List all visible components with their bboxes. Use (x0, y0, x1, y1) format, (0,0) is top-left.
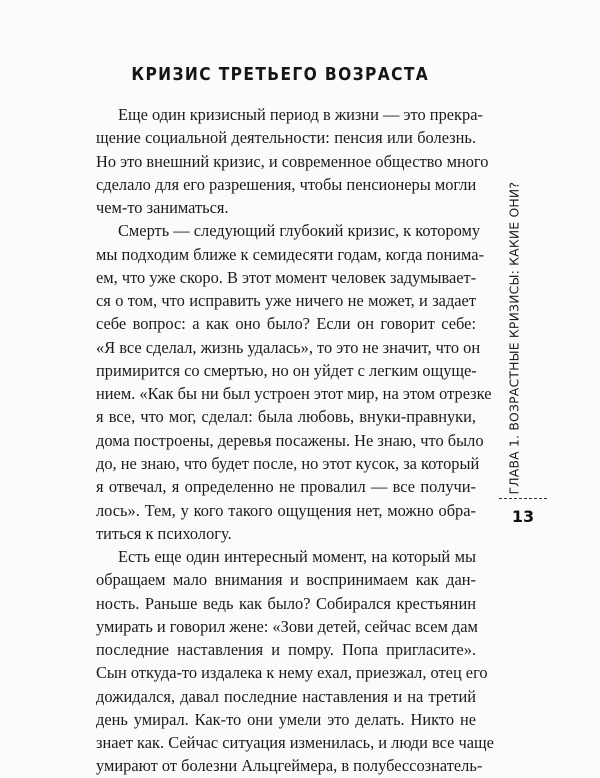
chapter-running-header (500, 181, 528, 495)
text-line: Смерть — следующий глубокий кризис, к которому (118, 221, 481, 241)
text-line: дожидался, давал последние наставления и на третий (96, 686, 476, 706)
text-line: Сын откуда-то издалека к нему ехал, приезжал, отец его (96, 663, 488, 683)
text-line: я отвечал, я определенно не провалил — все получи- (96, 477, 476, 497)
text-line: щение социальной деятельности: пенсия или болезнь. (96, 128, 476, 148)
text-line: примирится со смертью, но он уйдет с легким ощуще- (96, 360, 477, 380)
text-line: нием. «Как бы ни был устроен этот мир, на этом отрезке (96, 384, 492, 404)
text-line: день умирал. Как-то они умели это делать. Никто не (96, 709, 476, 729)
text-line: знает как. Сейчас ситуация изменилась, и люди все чаще (96, 733, 494, 753)
text-line: до, не знаю, что будет после, но этот кусок, за который (96, 453, 480, 473)
text-line: Еще один кризисный период в жизни — это прекра- (118, 105, 483, 124)
text-line: ем, что уже скоро. В этот момент человек задумывает- (96, 267, 477, 287)
text-line: титься к психологу. (96, 523, 232, 543)
text-line: «Я все сделал, жизнь удалась», то это не значит, что он (96, 337, 481, 357)
text-line: сделало для его разрешения, чтобы пенсионеры могли (96, 174, 477, 194)
text-line: последние наставления и помру. Попа пригласите». (96, 640, 476, 660)
text-line: ность. Раньше ведь как было? Собирался крестьянин (96, 593, 476, 613)
text-line: себе вопрос: а как оно было? Если он говорит себе: (96, 314, 476, 334)
chapter-title: ГЛАВА 1. ВОЗРАСТНЫЕ КРИЗИСЫ: КАКИЕ ОНИ? (506, 181, 522, 495)
text-line: Но это внешний кризис, и современное общество много (96, 151, 489, 171)
dashed-divider (499, 498, 547, 499)
body-text (96, 103, 494, 778)
text-line: умирать и говорил жене: «Зови детей, сейчас всем дам (96, 616, 478, 636)
text-line: обращаем мало внимания и воспринимаем как дан- (96, 570, 476, 590)
text-line: Есть еще один интересный момент, на который мы (118, 547, 476, 567)
text-line: мы подходим ближе к семидесяти годам, когда понима- (96, 244, 485, 264)
text-line: лось». Тем, у кого такого ощущения нет, можно обра- (96, 500, 476, 520)
text-line: умирают от болезни Альцгеймера, в полубессознатель- (96, 756, 483, 776)
text-line: ся о том, что исправить уже ничего не может, и задает (96, 291, 476, 311)
text-line: я все, что мог, сделал: была любовь, внуки-правнуки, (96, 407, 476, 427)
section-heading: КРИЗИС ТРЕТЬЕГО ВОЗРАСТА (131, 64, 430, 85)
page-number: 13 (511, 507, 535, 526)
text-line: дома построены, деревья посажены. Не знаю, что было (96, 430, 484, 450)
text-line: чем-то заниматься. (96, 198, 229, 218)
